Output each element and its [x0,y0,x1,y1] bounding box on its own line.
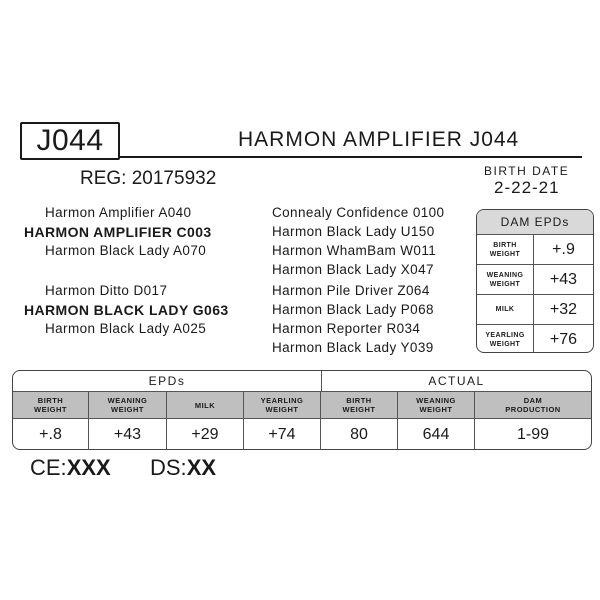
dam-epd-label-line: BIRTH [493,241,517,249]
dam-epds-title: DAM EPDs [477,210,593,235]
dam-epd-row [477,325,593,353]
column-header [167,392,244,418]
pedigree-ancestor: Harmon Black Lady P068 [272,302,434,317]
pedigree-ancestor: Connealy Confidence 0100 [272,205,445,220]
dam-epd-label-line: YEARLING [485,331,525,339]
dam-epd-row [477,295,593,325]
birth-date-label: BIRTH DATE [484,164,570,178]
ce-value: XXX [66,455,111,480]
pedigree-dam-sire: Harmon Ditto D017 [45,283,168,298]
table-cell: +29 [167,419,244,450]
column-header [244,392,321,418]
column-header-line: BIRTH [37,396,64,405]
column-header-line: WEANING [107,396,148,405]
calving-ease [30,455,111,481]
ds-value: XX [186,455,217,480]
pedigree-ancestor: Harmon Pile Driver Z064 [272,283,430,298]
pedigree-ancestor: Harmon Black Lady Y039 [272,340,434,355]
pedigree-sire-sire: Harmon Amplifier A040 [45,205,192,220]
actual-group-label: ACTUAL [428,374,485,388]
column-header-line: WEIGHT [34,405,67,414]
title-divider [118,156,582,158]
table-value-row [13,419,591,450]
table-cell: +43 [89,419,167,450]
column-header-line: WEIGHT [111,405,144,414]
column-header-line: PRODUCTION [505,405,561,414]
dam-epd-label [477,235,534,264]
column-header-line: WEIGHT [419,405,453,414]
epds-group-label: EPDs [13,371,322,391]
table-cell: +.8 [13,419,89,450]
column-header-line: WEIGHT [265,405,299,414]
pedigree-ancestor: Harmon Black Lady U150 [272,224,435,239]
column-header-line: YEARLING [260,396,304,405]
column-header [13,392,89,418]
column-header [398,392,475,418]
table-column-headers [13,392,591,419]
column-header [475,392,591,418]
registration-number: REG: 20175932 [80,168,217,189]
dam-epd-row [477,265,593,295]
dam-epd-label-line: WEIGHT [489,340,521,348]
dam-epd-label-line: WEIGHT [489,280,521,288]
epd-actual-table [12,370,592,450]
pedigree-dam-dam: Harmon Black Lady A025 [45,321,207,336]
pedigree-ancestor: Harmon Reporter R034 [272,321,421,336]
docility-score [150,455,216,481]
dam-epd-row [477,235,593,265]
dam-epd-label-line: WEIGHT [489,250,521,258]
pedigree-sire-dam: Harmon Black Lady A070 [45,243,207,258]
dam-epd-label-line: MILK [495,306,515,313]
pedigree-sire: HARMON AMPLIFIER C003 [24,224,212,240]
dam-epd-label [477,325,534,353]
dam-epd-value: +.9 [552,240,575,258]
column-header-line: MILK [194,400,216,410]
animal-name-title: HARMON AMPLIFIER J044 [238,128,520,151]
column-header [321,392,398,418]
column-header-line: DAM [523,396,543,405]
lot-number: J044 [20,122,120,160]
dam-epd-value: +76 [549,330,578,348]
column-header-line: WEANING [416,396,456,405]
column-header-line: BIRTH [346,396,372,405]
column-header [89,392,167,418]
ce-label: CE: [30,455,67,480]
table-group-header [13,371,591,392]
table-cell: 644 [398,419,475,450]
birth-date-value: 2-22-21 [494,178,560,197]
pedigree-ancestor: Harmon Black Lady X047 [272,262,434,277]
dam-epd-label-line: WEANING [486,271,524,279]
column-header-line: WEIGHT [342,405,376,414]
pedigree-ancestor: Harmon WhamBam W011 [272,243,437,258]
dam-epd-label [477,295,534,324]
table-cell: +74 [244,419,321,450]
pedigree-dam: HARMON BLACK LADY G063 [24,302,229,318]
table-cell: 80 [321,419,398,450]
dam-epd-value: +43 [549,270,578,288]
table-cell: 1-99 [516,426,550,443]
dam-epd-label [477,265,534,294]
dam-epd-value: +32 [549,300,578,318]
ds-label: DS: [150,455,187,480]
dam-epds-panel [476,209,594,353]
